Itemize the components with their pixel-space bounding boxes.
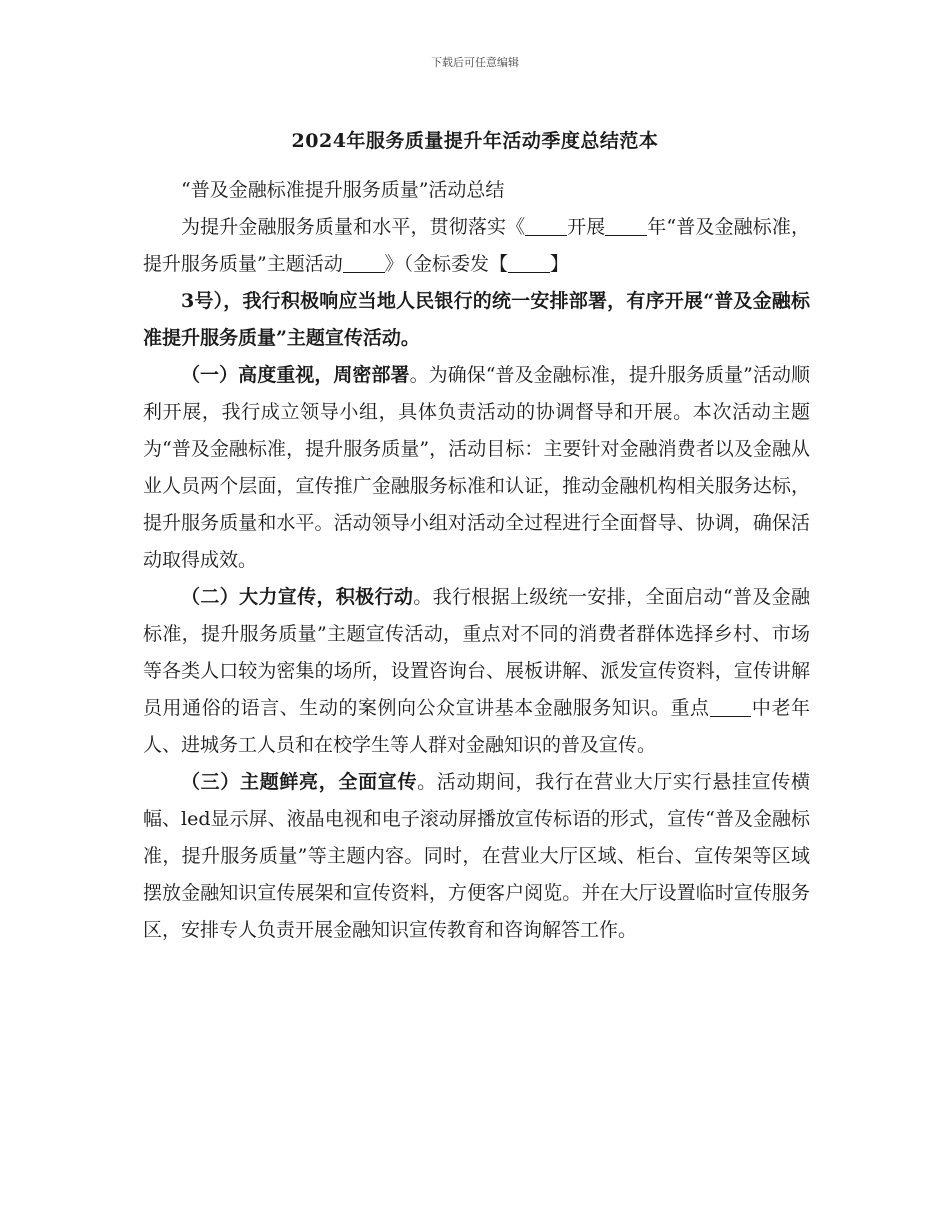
section-text-1: 。为确保“普及金融标准，提升服务质量”活动顺利开展，我行成立领导小组，具体负责活动的协调督导和开展。本次活动主题为“普及金融标准，提升服务质量”，活动目标：主要针对金融消费者以及金融从业人员两个层面，宣传推广金融服务标准和认证，推动金融机构相关服务达标，提升服务质量和水平。活动领导小组对活动全过程进行全面督导、协调，确保活动取得成效。 [143,364,810,571]
section-heading-1: （一）高度重视，周密部署 [181,364,410,386]
section-heading-2: （二）大力宣传，积极行动 [181,586,414,608]
subtitle-text: “普及金融标准提升服务质量”活动总结 [181,179,505,201]
section-heading-3: （三）主题鲜亮，全面宣传 [181,771,418,793]
blank-line [343,253,385,273]
intro-paragraph [143,209,810,283]
page-title: 2024年服务质量提升年活动季度总结范本 [291,130,659,152]
intro-text-d: 》（金标委发【 [384,253,509,275]
intro-bold-text: 3号），我行积极响应当地人民银行的统一安排部署，有序开展“普及金融标准提升服务质量”主题宣传活动。 [143,290,810,349]
document-body [143,172,810,949]
subtitle-paragraph [143,172,810,209]
blank-line [605,216,647,236]
intro-text-a: 为提升金融服务质量和水平，贯彻落实《 [181,216,526,238]
section-text-3: 。活动期间，我行在营业大厅实行悬挂宣传横幅、led显示屏、液晶电视和电子滚动屏播放宣传标语的形式，宣传“普及金融标准，提升服务质量”等主题内容。同时，在营业大厅区域、柜台、宣传架等区域摆放金融知识宣传展架和宣传资料，方便客户阅览。并在大厅设置临时宣传服务区，安排专人负责开展金融知识宣传教育和咨询解答工作。 [143,771,810,941]
intro-text-e: 】 [549,253,569,275]
section-text-2b: 中老年人、进城务工人员和在校学生等人群对金融知识的普及宣传。 [143,697,810,756]
blank-line [508,253,550,273]
intro-text-c: 年“普及金融标准，提升服务质量”主题活动 [143,216,810,275]
section-paragraph-1 [143,357,810,579]
header-note: 下载后可任意编辑 [431,56,519,69]
section-paragraph-2 [143,579,810,764]
blank-line [525,216,567,236]
intro-bold-paragraph [143,283,810,357]
section-paragraph-3 [143,764,810,949]
section-text-2a: 。我行根据上级统一安排，全面启动“普及金融标准，提升服务质量”主题宣传活动，重点对不同的消费者群体选择乡村、市场等各类人口较为密集的场所，设置咨询台、展板讲解、派发宣传资料，宣传讲解员用通俗的语言、生动的案例向公众宣讲基本金融服务知识。重点 [143,586,810,719]
blank-line [710,697,752,717]
intro-text-b: 开展 [567,216,606,238]
